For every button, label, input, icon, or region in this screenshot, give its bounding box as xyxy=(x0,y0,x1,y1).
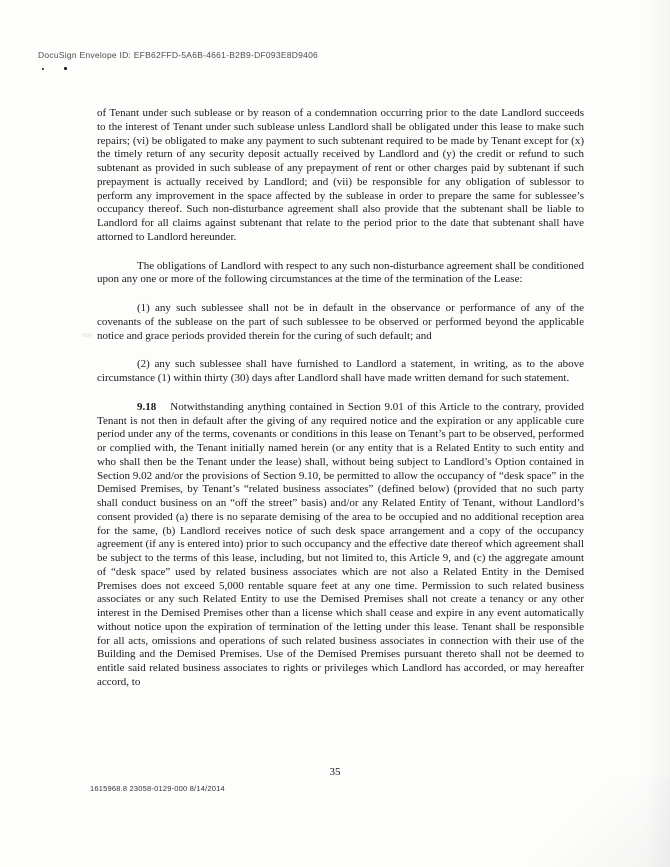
scan-dot-artifact xyxy=(64,67,67,70)
section-text: Notwithstanding anything contained in Section 9.01 of this Article to the contrary, provided Tenant is not then in default after the giving of any required notice and the expiration or any applicable cure period under any of the terms, covenants or conditions in this lease on Tenant’s part to be observed, performed or complied with, the Tenant initially named herein (or any entity that is a Related Entity to such entity and who shall then be the Tenant under the lease) shall, without being subject to Landlord’s Option contained in Section 9.02 and/or the provisions of Section 9.10, be permitted to allow the occupancy of “desk space” in the Demised Premises, by Tenant’s “related business associates” (defined below) (provided that no such party shall conduct business on an “off the street” basis) and/or any Related Entity of Tenant, without Landlord’s consent provided (a) there is no separate demising of the area to be occupied and no additional reception area for the same, (b) Landlord receives notice of such desk space arrangement and a copy of the occupancy agreement (if any is entered into) prior to such occupancy and the effective date thereof which agreement shall be subject to the terms of this lease, including, but not limited to, this Article 9, and (c) the aggregate amount of “desk space” used by related business associates which are not also a Related Entity in the Demised Premises does not exceed 5,000 rentable square feet at any one time. Permission to such related business associates or any such Related Entity to use the Demised Premises shall not create a tenancy or any other interest in the Demised Premises other than a license which shall cease and expire in any event automatically without notice upon the expiration of termination of the letting under this lease. Tenant shall be responsible for all acts, omissions and operations of such related business associates in connection with their use of the Building and the Demised Premises. Use of the Demised Premises pursuant thereto shall not be deemed to entitle said related business associates to rights or privileges which Landlord has accorded, or may hereafter accord, to xyxy=(97,400,584,688)
body-paragraph-section-9-18 xyxy=(97,401,584,690)
body-paragraph-clause-2: (2) any such sublessee shall have furnished to Landlord a statement, in writing, as to the above circumstance (1) within thirty (30) days after Landlord shall have made written demand for such statement. xyxy=(97,358,584,384)
section-number: 9.18 xyxy=(137,400,157,413)
document-body xyxy=(97,107,584,705)
body-paragraph: of Tenant under such sublease or by reason of a condemnation occurring prior to the date Landlord succeeds to the interest of Tenant under such sublease unless Landlord shall be obligated under this lease to make such repairs; (vi) be obligated to make any payment to such subtenant required to be made by Tenant except for (x) the timely return of any security deposit actually received by Landlord and (y) the credit or refund to such subtenant as provided in such sublease of any prepayment of rent or other charges paid by subtenant if such prepayment is actually received by Landlord; and (vii) be responsible for any obligation of sublessor to perform any improvement in the space affected by the sublease in order to prepare the same for sublessee’s occupancy thereof. Such non-disturbance agreement shall also provide that the subtenant shall be liable to Landlord for all claims against subtenant that relate to the period prior to the date that subtenant shall have attorned to Landlord hereunder. xyxy=(97,107,584,243)
scan-dot-artifact xyxy=(42,68,44,70)
page-number: 35 xyxy=(329,766,341,778)
body-paragraph-clause-1: (1) any such sublessee shall not be in default in the observance or performance of any of the covenants of the sublease on the part of such sublessee to be observed or performed beyond the applicable notice and grace periods provided therein for the curing of such default; and xyxy=(97,302,584,342)
scan-shading xyxy=(430,777,670,867)
scan-smudge-artifact xyxy=(82,333,92,337)
scan-shading xyxy=(644,0,670,867)
docusign-envelope-id: DocuSign Envelope ID: EFB62FFD-5A6B-4661-B2B9-DF093E8D9406 xyxy=(38,50,319,60)
body-paragraph: The obligations of Landlord with respect to any such non-disturbance agreement shall be conditioned upon any one or more of the following circumstances at the time of the termination of the Lease: xyxy=(97,259,584,286)
footer-reference: 1615968.8 23058-0129-000 8/14/2014 xyxy=(90,784,225,793)
